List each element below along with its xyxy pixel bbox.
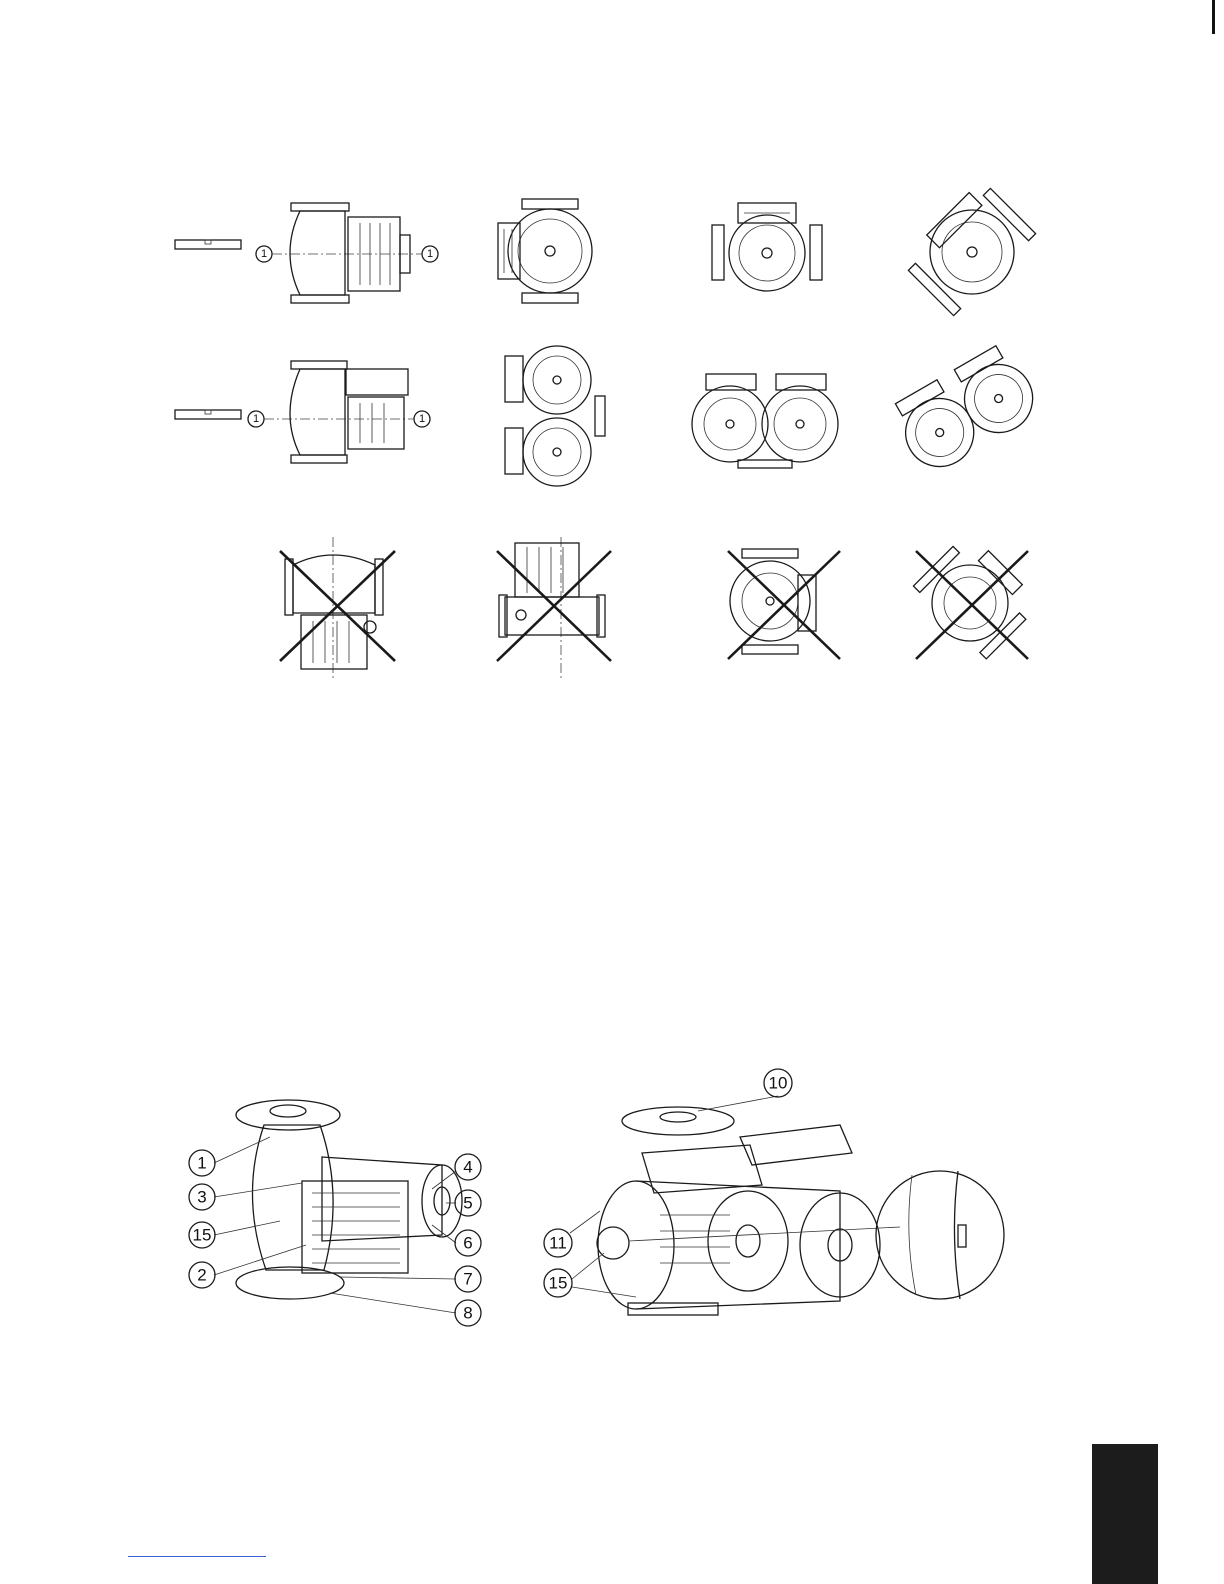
twin-pump-rotated-view [895, 340, 1045, 490]
svg-text:1: 1 [252, 413, 260, 425]
callout-4: 4 [463, 1157, 473, 1177]
callout-15-twin: 15 [548, 1273, 568, 1293]
callout-7: 7 [463, 1269, 473, 1289]
twin-pump-component-diagram [540, 1065, 1040, 1325]
forbidden-position-box-down-rotated [910, 545, 1035, 665]
callout-8: 8 [463, 1303, 473, 1323]
twin-pump-vertical-view [495, 340, 610, 495]
callout-1: 1 [197, 1153, 207, 1173]
callout-6: 6 [463, 1233, 473, 1253]
svg-text:1: 1 [418, 413, 426, 425]
single-pump-side-view [170, 195, 450, 315]
callout-15: 15 [192, 1225, 212, 1245]
twin-pump-side-view [170, 355, 450, 470]
single-pump-component-diagram [180, 1085, 500, 1335]
footer-link-underline[interactable] [128, 1556, 266, 1557]
single-pump-front-view [492, 195, 602, 310]
page-edge-mark [1212, 0, 1215, 34]
single-pump-box-top-view [708, 195, 828, 295]
callout-10: 10 [768, 1073, 788, 1093]
page-thumb-tab [1092, 1444, 1158, 1584]
twin-pump-horizontal-view [688, 360, 843, 472]
callout-5: 5 [463, 1193, 473, 1213]
forbidden-position-motor-down [275, 535, 405, 680]
forbidden-position-box-side [720, 545, 845, 665]
callout-3: 3 [197, 1187, 207, 1207]
svg-text:1: 1 [426, 248, 434, 260]
callout-11: 11 [549, 1233, 567, 1253]
svg-text:1: 1 [260, 248, 268, 260]
single-pump-rotated-view [910, 190, 1040, 315]
callout-2: 2 [197, 1265, 207, 1285]
forbidden-position-motor-up [493, 535, 618, 680]
